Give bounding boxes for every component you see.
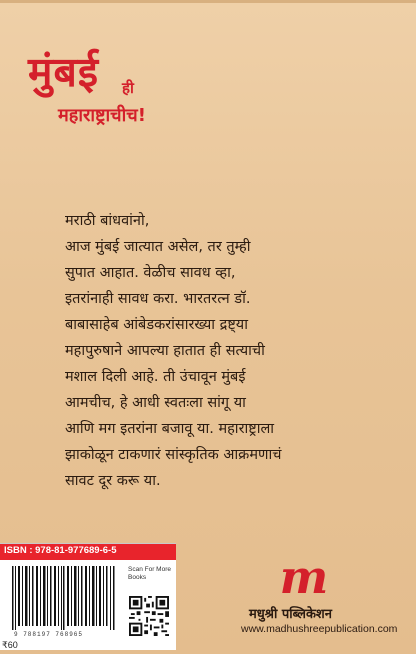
blurb-text [65,208,405,494]
barcode-digits: 9 788197 768965 [14,631,84,638]
publisher-logo-icon [280,555,328,601]
title-main: मुंबई [28,48,100,96]
blurb-line: झाकोळून टाकणारं सांस्कृतिक आक्रमणाचं [65,447,282,463]
blurb-line: सावट दूर करू या. [65,473,161,489]
title-word: ही [122,79,134,97]
publisher-website[interactable]: www.madhushreepublication.com [241,623,398,635]
blurb-line: मराठी बांधवांनो, [65,213,150,229]
price: ₹60 [2,640,18,650]
isbn-sticker [0,543,176,650]
isbn-number: ISBN : 978-81-977689-6-5 [4,545,117,556]
blurb-line: आज मुंबई जात्यात असेल, तर तुम्ही [65,239,251,255]
publisher-name: मधुश्री पब्लिकेशन [249,607,332,622]
cover-top-edge [0,0,416,3]
blurb-line: आमचीच, हे आधी स्वतःला सांगू या [65,395,246,411]
svg-text:m: m [280,555,328,601]
blurb-line: इतरांनाही सावध करा. भारतरत्न डॉ. [65,291,251,307]
blurb-line: महापुरुषाने आपल्या हातात ही सत्याची [65,343,265,359]
blurb-line: बाबासाहेब आंबेडकरांसारख्या द्रष्ट्या [65,317,248,333]
blurb-line: सुपात आहात. वेळीच सावध व्हा, [65,265,236,281]
qr-code-icon [129,596,169,636]
title-subtitle: महाराष्ट्राचीच! [58,105,146,126]
isbn-bar [0,544,176,560]
blurb-line: आणि मग इतरांना बजावू या. महाराष्ट्राला [65,421,275,437]
scan-label: Scan For More Books [128,566,171,581]
blurb-line: मशाल दिली आहे. ती उंचावून मुंबई [65,369,246,385]
barcode-icon [10,566,116,630]
